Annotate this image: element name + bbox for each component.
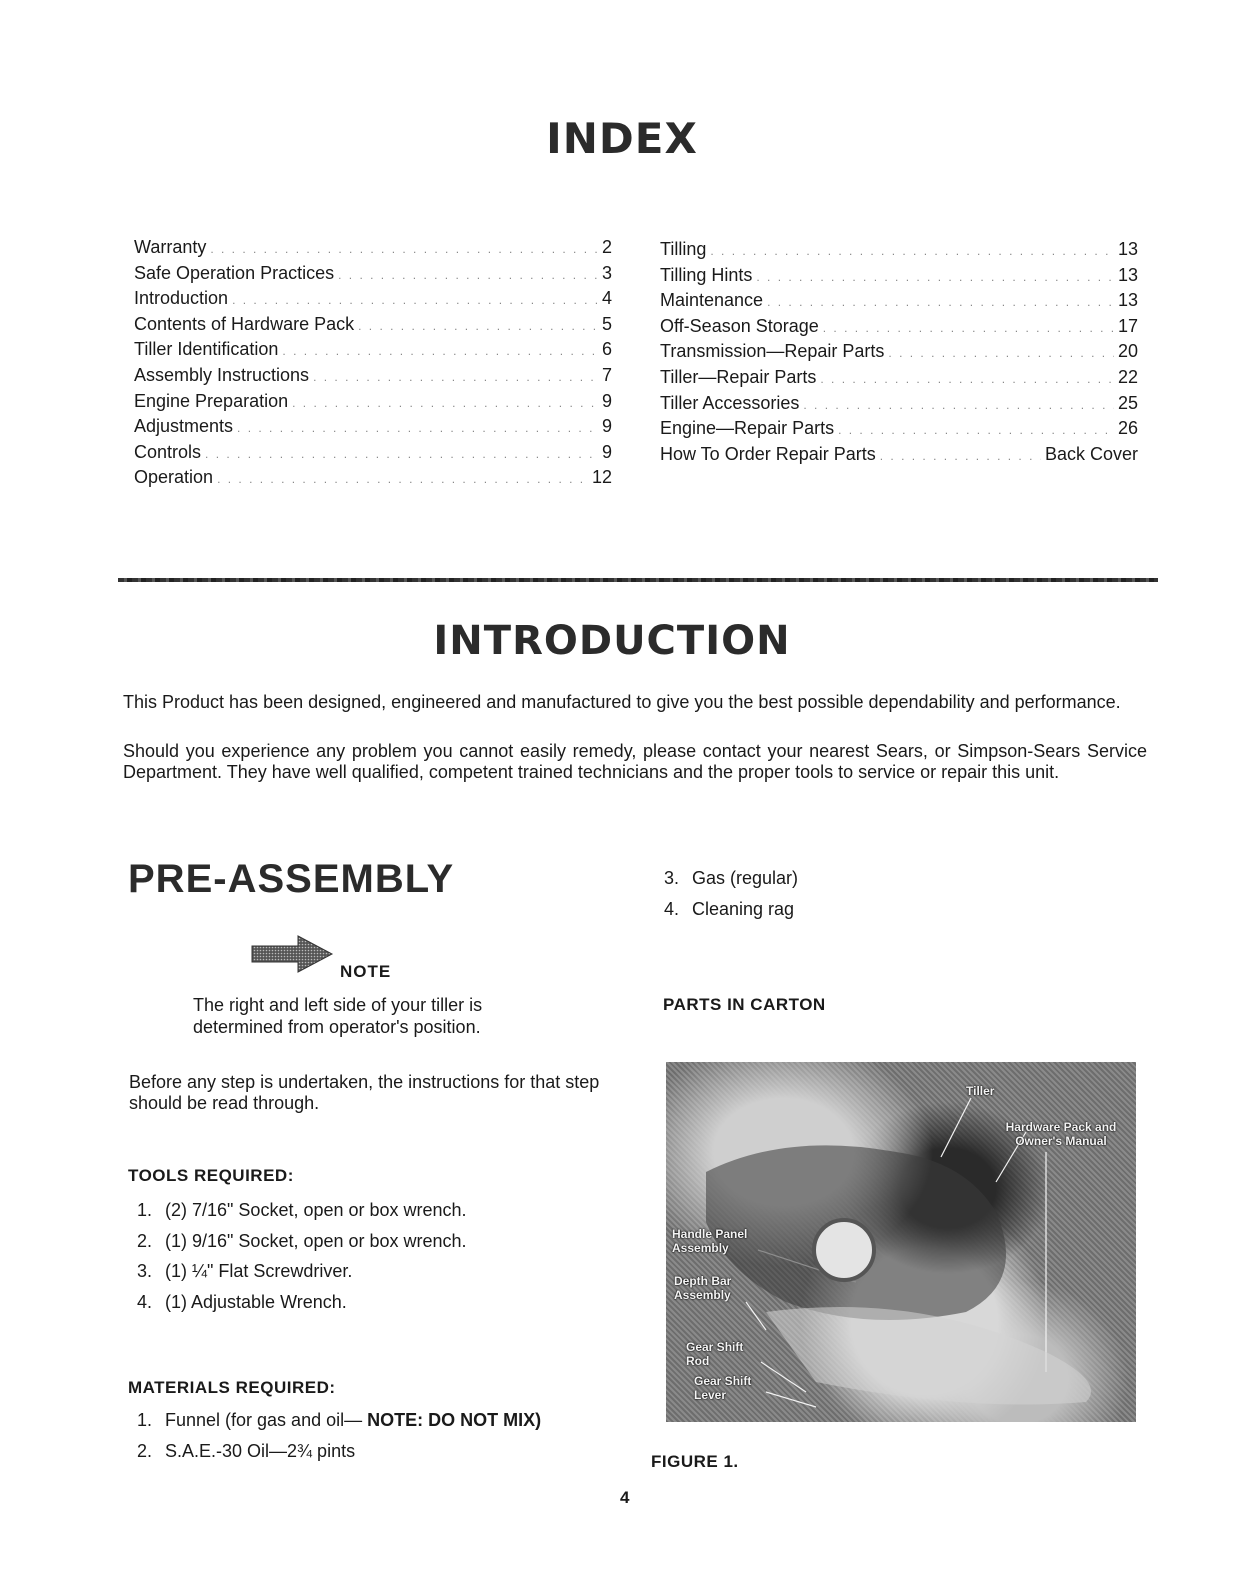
figure-label-hardware-pack: Hardware Pack and Owner's Manual (1005, 1120, 1117, 1148)
dot-leader (756, 266, 1114, 290)
list-item: 1. (2) 7/16" Socket, open or box wrench. (137, 1200, 467, 1220)
index-entry-page: 9 (601, 390, 612, 411)
index-entry (134, 466, 612, 492)
introduction-title: INTRODUCTION (433, 618, 791, 664)
parts-photo (666, 1062, 1136, 1422)
index-entry-label: Maintenance (660, 290, 764, 311)
index-entry-label: Warranty (134, 237, 207, 257)
index-entry-label: Safe Operation Practices (134, 262, 335, 283)
index-entry-label: Adjustments (134, 416, 234, 437)
index-entry-page: 13 (1117, 264, 1138, 285)
index-entry (660, 238, 1138, 264)
figure-caption: FIGURE 1. (651, 1452, 739, 1471)
dot-leader (338, 264, 598, 288)
index-entry (660, 264, 1138, 290)
section-divider (118, 578, 1158, 582)
index-entry (134, 338, 612, 364)
figure-label-gear-shift-rod: Gear Shift Rod (686, 1340, 744, 1368)
tools-required-heading: TOOLS REQUIRED: (128, 1166, 294, 1185)
note-text: The right and left side of your tiller is determined from operator's position. (193, 995, 483, 1037)
figure-label-gear-shift-lever: Gear Shift Lever (694, 1374, 752, 1402)
index-entry-label: Controls (134, 441, 202, 462)
preassembly-title: PRE-ASSEMBLY (128, 857, 455, 901)
index-entry-label: Tilling (660, 239, 707, 259)
index-entry-label: How To Order Repair Parts (660, 443, 876, 464)
index-list-right (660, 238, 1138, 468)
list-item: 4. Cleaning rag (664, 899, 795, 919)
list-item: 2. (1) 9/16" Socket, open or box wrench. (137, 1230, 467, 1251)
index-entry-page: 2 (601, 237, 612, 257)
index-entry (660, 315, 1138, 341)
index-entry-page: 17 (1117, 315, 1138, 336)
index-entry-label: Operation (134, 467, 214, 488)
list-item: 1. Funnel (for gas and oil— NOTE: DO NOT MIX) (137, 1410, 542, 1430)
index-entry-page: 7 (601, 364, 612, 385)
dot-leader (803, 394, 1114, 418)
index-entry-label: Off-Season Storage (660, 315, 819, 336)
index-entry-page: 5 (601, 313, 612, 334)
index-entry-label: Assembly Instructions (134, 364, 310, 385)
dot-leader (232, 289, 598, 313)
dot-leader (820, 368, 1114, 392)
index-entry-label: Tiller—Repair Parts (660, 366, 817, 387)
parts-in-carton-heading: PARTS IN CARTON (663, 995, 826, 1014)
index-entry (660, 289, 1138, 315)
index-entry (134, 441, 612, 467)
arrow-icon (250, 934, 334, 974)
index-entry-label: Engine Preparation (134, 390, 289, 411)
dot-leader (282, 340, 598, 364)
index-entry-page: 25 (1117, 392, 1138, 413)
index-entry-page: 22 (1117, 366, 1138, 387)
figure-label-depth-bar: Depth Bar Assembly (674, 1274, 732, 1302)
dot-leader (823, 317, 1114, 341)
list-item: 4. (1) Adjustable Wrench. (137, 1291, 347, 1312)
list-item: 2. S.A.E.-30 Oil—2¾ pints (137, 1440, 356, 1461)
index-entry-page: 20 (1117, 341, 1138, 362)
index-entry-page: 3 (601, 262, 612, 283)
index-entry-label: Contents of Hardware Pack (134, 313, 355, 334)
index-entry (134, 415, 612, 441)
index-entry (134, 364, 612, 390)
index-entry (134, 236, 612, 262)
index-entry-label: Tiller Identification (134, 339, 279, 360)
index-title: INDEX (546, 114, 698, 163)
index-list-left (134, 236, 612, 492)
figure-label-handle-panel: Handle Panel Assembly (672, 1227, 748, 1255)
index-entry (134, 287, 612, 313)
dot-leader (358, 315, 598, 339)
index-entry-page: 4 (601, 288, 612, 309)
introduction-paragraph-1: This Product has been designed, engineered and manufactured to give you the best possible dependability and performance. (123, 692, 1121, 712)
dot-leader (237, 417, 598, 441)
index-entry-page: 12 (591, 467, 612, 488)
index-entry-page: 13 (1117, 239, 1138, 259)
dot-leader (767, 291, 1114, 315)
index-entry-page: 13 (1117, 290, 1138, 311)
index-entry (660, 392, 1138, 418)
index-entry (660, 366, 1138, 392)
page-number: 4 (620, 1488, 630, 1507)
index-entry (660, 417, 1138, 443)
list-item: 3. (1) ¼" Flat Screwdriver. (137, 1261, 353, 1281)
dot-leader (217, 468, 588, 492)
note-label: NOTE (340, 962, 392, 981)
index-entry-label: Introduction (134, 288, 229, 309)
dot-leader (888, 342, 1114, 366)
dot-leader (210, 238, 598, 262)
index-entry-page: 26 (1117, 418, 1138, 439)
figure-label-tiller: Tiller (966, 1084, 995, 1098)
index-entry (660, 443, 1138, 469)
index-entry-page: 9 (601, 416, 612, 437)
index-entry (134, 390, 612, 416)
materials-required-heading: MATERIALS REQUIRED: (128, 1378, 336, 1397)
index-entry-page: 6 (601, 339, 612, 360)
dot-leader (838, 419, 1114, 443)
index-entry (134, 313, 612, 339)
dot-leader (313, 366, 598, 390)
dot-leader (205, 443, 598, 467)
index-entry-label: Tiller Accessories (660, 392, 800, 413)
before-step-text: Before any step is undertaken, the instructions for that step should be read through. (129, 1072, 600, 1113)
list-item: 3. Gas (regular) (664, 868, 799, 888)
materials-list (137, 1410, 541, 1471)
materials-list-continued (664, 868, 798, 930)
dot-leader (710, 240, 1114, 264)
tools-list (137, 1200, 467, 1322)
dot-leader (880, 445, 1041, 469)
index-entry (660, 340, 1138, 366)
dot-leader (292, 392, 598, 416)
index-entry-label: Engine—Repair Parts (660, 418, 835, 439)
index-entry-label: Tilling Hints (660, 264, 753, 285)
introduction-paragraph-2: Should you experience any problem you cannot easily remedy, please contact your nearest Sears, or Simpson-Sears Service Department. They have well qualified, competent trained technicians and the proper tools to service or repair this unit. (123, 741, 1147, 782)
index-entry-label: Transmission—Repair Parts (660, 341, 885, 362)
index-entry (134, 262, 612, 288)
index-entry-page: Back Cover (1044, 443, 1138, 464)
index-entry-page: 9 (601, 441, 612, 462)
